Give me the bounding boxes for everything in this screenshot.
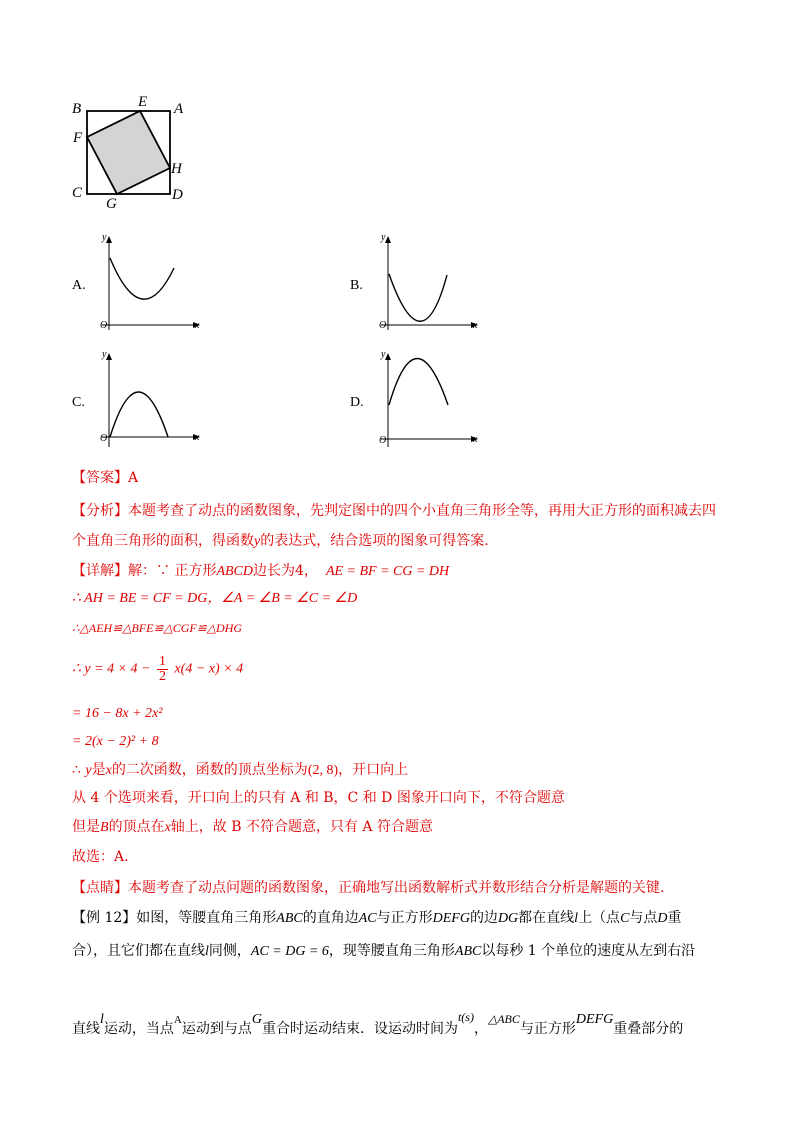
detail-b: B	[100, 820, 109, 835]
detail-line-1	[72, 560, 449, 583]
ex-defg: DEFG	[432, 911, 470, 926]
analysis-line-2	[72, 530, 489, 553]
ex-comma: ，	[473, 1021, 488, 1037]
ex-ac-dg: AC = DG = 6	[250, 944, 329, 959]
ex-l3: l	[100, 1012, 104, 1027]
detail-eq-start: ∴ y = 4 × 4 −	[72, 661, 151, 677]
ex-t10: 同侧，	[208, 943, 251, 959]
fraction-denominator: 2	[158, 669, 166, 684]
ex-c: C	[620, 911, 630, 926]
example-line-2	[72, 940, 695, 963]
ex-a: A	[173, 1014, 182, 1026]
ex-t14: 运动，当点	[103, 1021, 174, 1037]
detail-line-6: = 2(x − 2)² + 8	[72, 734, 159, 749]
option-d-x: x	[473, 434, 478, 445]
ex-dg: DG	[497, 911, 519, 926]
detail-y: y	[85, 763, 92, 778]
option-a	[72, 230, 212, 340]
ex-t3: 与正方形	[376, 910, 433, 926]
ex-ac: AC	[358, 911, 377, 926]
ex-g: G	[251, 1012, 262, 1027]
label-B: B	[72, 101, 82, 117]
ex-t-s: t(s)	[457, 1010, 474, 1024]
analysis-text-2b: 的表达式，结合选项的图象可得答案.	[260, 533, 489, 549]
detail-line-3: ∴△AEH≌△BFE≌△CGF≌△DHG	[72, 621, 243, 635]
detail-line-10: 故选：A.	[72, 849, 129, 865]
option-b	[350, 230, 490, 340]
option-c-x: x	[195, 432, 200, 443]
option-d-origin: O	[379, 435, 387, 446]
option-d	[350, 347, 490, 457]
detail-eq-end: x(4 − x) × 4	[174, 661, 244, 677]
label-D: D	[172, 187, 183, 203]
fraction-half	[157, 655, 168, 684]
option-b-x: x	[473, 320, 478, 331]
remark-tag: 【点睛】	[72, 880, 128, 896]
label-G: G	[106, 196, 117, 212]
option-b-y: y	[381, 232, 386, 243]
detail-text-1a: 解：∵ 正方形	[128, 563, 217, 579]
ex-t9: 合），且它们都在直线	[72, 943, 205, 959]
detail-line-9	[72, 816, 433, 839]
option-c-origin: O	[100, 433, 108, 444]
detail-vertex: (2, 8)	[307, 763, 339, 778]
analysis-text-1: 本题考查了动点的函数图象，先判定图中的四个小直角三角形全等，再用大正方形的面积减去四	[128, 503, 716, 519]
label-H: H	[171, 161, 182, 177]
example-line-3	[72, 1010, 684, 1041]
remark-line	[72, 877, 664, 899]
label-E: E	[138, 94, 148, 110]
option-a-x: x	[195, 320, 200, 331]
label-A: A	[174, 101, 184, 117]
detail-vertex-text: 的二次函数，函数的顶点坐标为	[111, 762, 308, 778]
detail-text-1c: 边长为4，	[253, 563, 318, 579]
ex-t18: 重叠部分的	[613, 1021, 684, 1037]
option-c-y: y	[102, 349, 107, 360]
analysis-text-2a: 个直角三角形的面积，得函数	[72, 533, 254, 549]
ex-abc2: ABC	[454, 944, 482, 959]
detail-line-8: 从 4 个选项来看，开口向上的只有 A 和 B，C 和 D 图象开口向下，不符合题意	[72, 790, 565, 806]
option-d-y: y	[381, 349, 386, 360]
detail-x: x	[105, 763, 112, 778]
detail-abcd: ABCD	[216, 564, 254, 579]
detail-opens-up: ，开口向上	[338, 762, 409, 778]
answer-tag: 【答案】	[72, 470, 128, 486]
ex-t13: 直线	[72, 1021, 100, 1037]
ex-t11: ，现等腰直角三角形	[328, 943, 455, 959]
square-figure	[60, 90, 200, 215]
detail-line-5: = 16 − 8x + 2x²	[72, 706, 163, 721]
detail-conclusion: 轴上，故 B 不符合题意，只有 A 符合题意	[170, 819, 433, 835]
ex-t6: 上（点	[578, 910, 621, 926]
detail-shi: 是	[91, 762, 106, 778]
analysis-tag: 【分析】	[72, 503, 128, 519]
ex-t16: 重合时运动结束．设运动时间为	[261, 1021, 458, 1037]
ex-t2: 的直角边	[302, 910, 359, 926]
ex-l: l	[574, 911, 579, 926]
option-b-origin: O	[379, 320, 387, 331]
ex-t17: 与正方形	[519, 1021, 576, 1037]
detail-vertex-on: 的顶点在	[108, 819, 165, 835]
option-a-y: y	[102, 232, 107, 243]
option-c	[72, 347, 212, 457]
ex-defg2: DEFG	[575, 1012, 614, 1027]
label-C: C	[72, 185, 83, 201]
fraction-numerator: 1	[158, 654, 166, 669]
label-F: F	[73, 130, 83, 146]
ex-t7: 与点	[629, 910, 658, 926]
analysis-line-1	[72, 500, 716, 522]
ex-abc: ABC	[276, 911, 303, 926]
detail-therefore: ∴	[72, 762, 81, 778]
option-c-label: C.	[72, 395, 85, 410]
ex-t8: 重	[667, 910, 682, 926]
detail-line-2: ∴ AH = BE = CF = DG，∠A = ∠B = ∠C = ∠D	[72, 591, 358, 606]
ex-t15: 运动到与点	[181, 1021, 252, 1037]
ex-t5: 都在直线	[518, 910, 575, 926]
option-d-label: D.	[350, 395, 364, 410]
example-line-1	[72, 907, 682, 930]
detail-line-4	[72, 655, 243, 684]
ex-t4: 的边	[469, 910, 498, 926]
detail-tag: 【详解】	[72, 563, 128, 579]
option-b-label: B.	[350, 278, 363, 293]
answer-value: A	[128, 470, 139, 486]
analysis-var-y: y	[254, 534, 261, 549]
option-a-label: A.	[72, 278, 86, 293]
detail-line-7	[72, 759, 408, 782]
option-a-origin: O	[100, 320, 108, 331]
ex-tri-abc: △ABC	[487, 1012, 520, 1026]
remark-text: 本题考查了动点问题的函数图象，正确地写出函数解析式并数形结合分析是解题的关键.	[128, 880, 665, 896]
ex-l2: l	[205, 944, 209, 959]
answer-line	[72, 467, 138, 489]
ex-t12: 以每秒 1 个单位的速度从左到右沿	[481, 943, 696, 959]
ex-t1: 【例 12】如图，等腰直角三角形	[72, 910, 277, 926]
detail-but: 但是	[72, 819, 100, 835]
detail-x-axis: x	[164, 820, 171, 835]
detail-equal-sides: AE = BF = CG = DH	[325, 564, 450, 579]
ex-d: D	[657, 911, 668, 926]
